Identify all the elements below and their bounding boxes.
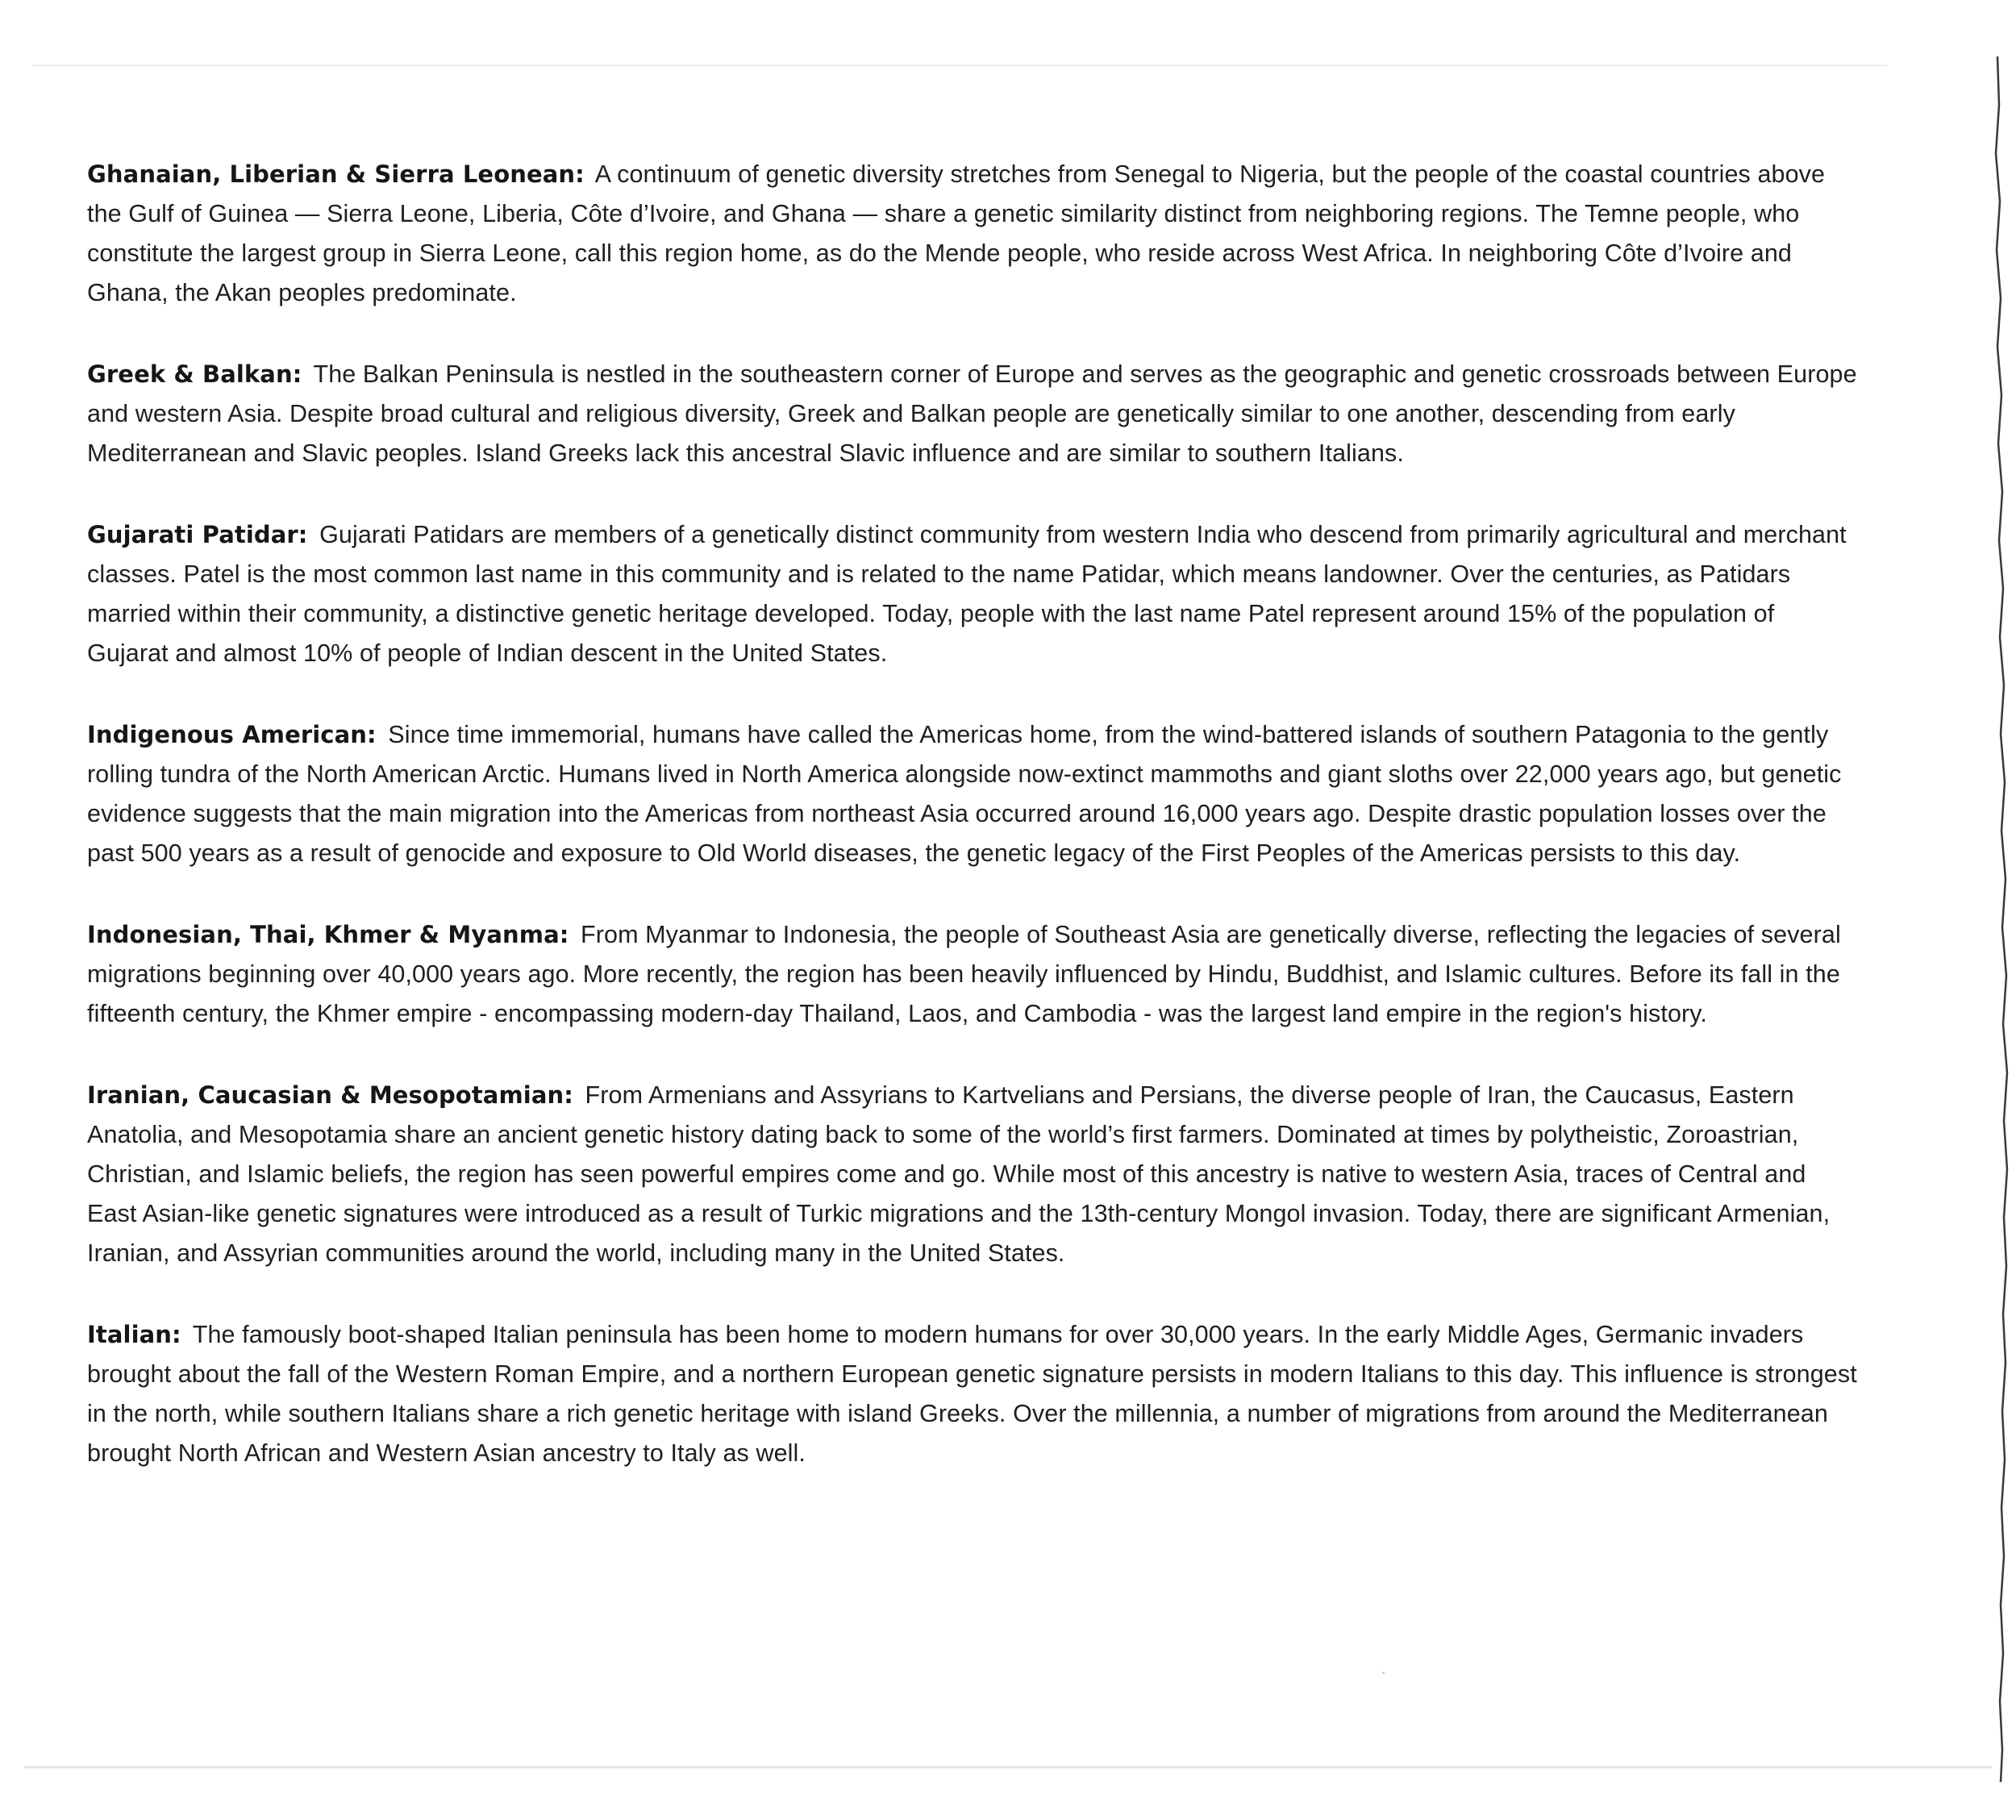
entry-body: The Balkan Peninsula is nestled in the southeastern corner of Europe and serves as the geographic and genetic crossroads between Europe and western Asia. Despite broad cultural and religious diversity, Greek and Balkan people are genetically similar to one another, descending from early Mediterranean and Slavic peoples. Island Greeks lack this ancestral Slavic influence and are similar to southern Italians. <box>87 360 1857 467</box>
entry-indonesian-thai-khmer-myanma <box>87 915 1861 1034</box>
entry-gujarati-patidar <box>87 515 1861 673</box>
entry-indigenous-american <box>87 715 1861 873</box>
entry-title: Ghanaian, Liberian & Sierra Leonean: <box>87 160 585 188</box>
entry-italian <box>87 1315 1861 1473</box>
entry-body: From Myanmar to Indonesia, the people of Southeast Asia are genetically diverse, reflecting the legacies of several migrations beginning over 40,000 years ago. More recently, the region has been heavily influenced by Hindu, Buddhist, and Islamic cultures. Before its fall in the fifteenth century, the Khmer empire - encompassing modern-day Thailand, Laos, and Cambodia - was the largest land empire in the region's history. <box>87 921 1841 1027</box>
entry-title: Italian: <box>87 1321 181 1348</box>
entry-ghanaian-liberian-sierra-leonean <box>87 155 1861 313</box>
entry-title: Indonesian, Thai, Khmer & Myanma: <box>87 921 569 948</box>
scan-edge-bottom <box>24 1766 1992 1768</box>
entry-title: Indigenous American: <box>87 721 377 748</box>
entry-body: Gujarati Patidars are members of a genetically distinct community from western India who descend from primarily agricultural and merchant classes. Patel is the most common last name in this community and is related to the name Patidar, which means landowner. Over the centuries, as Patidars married within their community, a distinctive genetic heritage developed. Today, people with the last name Patel represent around 15% of the population of Gujarat and almost 10% of people of Indian descent in the United States. <box>87 521 1847 667</box>
scan-edge-top <box>32 65 1887 66</box>
ancestry-descriptions <box>87 155 1861 1515</box>
entry-body: A continuum of genetic diversity stretches from Senegal to Nigeria, but the people of the coastal countries above the Gulf of Guinea — Sierra Leone, Liberia, Côte d’Ivoire, and Ghana — share a genetic similarity distinct from neighboring regions. The Temne people, who constitute the largest group in Sierra Leone, call this region home, as do the Mende people, who reside across West Africa. In neighboring Côte d’Ivoire and Ghana, the Akan peoples predominate. <box>87 160 1826 306</box>
entry-greek-balkan <box>87 355 1861 473</box>
entry-title: Greek & Balkan: <box>87 360 302 388</box>
entry-title: Gujarati Patidar: <box>87 521 308 548</box>
entry-title: Iranian, Caucasian & Mesopotamian: <box>87 1081 573 1109</box>
torn-paper-edge <box>1980 56 2016 1782</box>
entry-iranian-caucasian-mesopotamian <box>87 1076 1861 1273</box>
scan-speck <box>1382 1672 1385 1674</box>
entry-body: From Armenians and Assyrians to Kartvelians and Persians, the diverse people of Iran, the Caucasus, Eastern Anatolia, and Mesopotamia share an ancient genetic history dating back to some of the world’s first farmers. Dominated at times by polytheistic, Zoroastrian, Christian, and Islamic beliefs, the region has seen powerful empires come and go. While most of this ancestry is native to western Asia, traces of Central and East Asian-like genetic signatures were introduced as a result of Turkic migrations and the 13th-century Mongol invasion. Today, there are significant Armenian, Iranian, and Assyrian communities around the world, including many in the United States. <box>87 1081 1831 1267</box>
entry-body: Since time immemorial, humans have called the Americas home, from the wind-battered islands of southern Patagonia to the gently rolling tundra of the North American Arctic. Humans lived in North America alongside now-extinct mammoths and giant sloths over 22,000 years ago, but genetic evidence suggests that the main migration into the Americas from northeast Asia occurred around 16,000 years ago. Despite drastic population losses over the past 500 years as a result of genocide and exposure to Old World diseases, the genetic legacy of the First Peoples of the Americas persists to this day. <box>87 721 1842 867</box>
entry-body: The famously boot-shaped Italian peninsula has been home to modern humans for over 30,000 years. In the early Middle Ages, Germanic invaders brought about the fall of the Western Roman Empire, and a northern European genetic signature persists in modern Italians to this day. This influence is strongest in the north, while southern Italians share a rich genetic heritage with island Greeks. Over the millennia, a number of migrations from around the Mediterranean brought North African and Western Asian ancestry to Italy as well. <box>87 1321 1857 1467</box>
